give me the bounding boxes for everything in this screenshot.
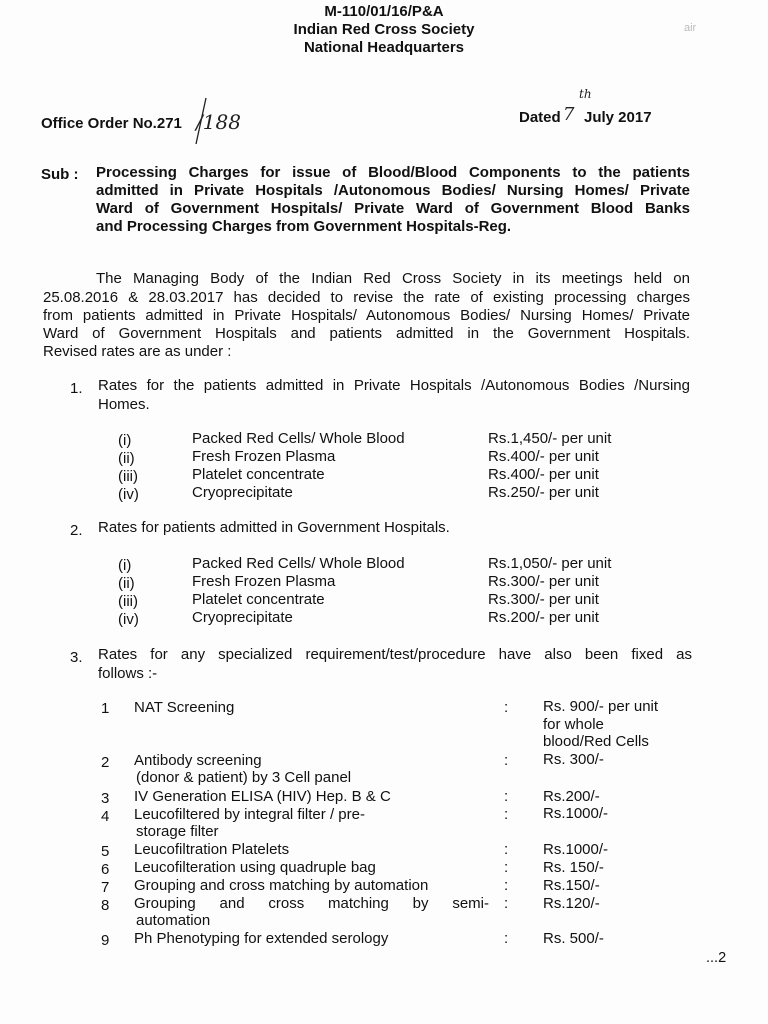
- rate-item-number: (ii): [118, 450, 135, 467]
- test-item-colon: :: [504, 806, 509, 823]
- rate-item-name: Fresh Frozen Plasma: [192, 573, 336, 590]
- rate-item-name: Platelet concentrate: [192, 466, 325, 483]
- rate-item-value: Rs.250/- per unit: [488, 484, 599, 501]
- section-3-title-cont: follows :-: [98, 665, 158, 682]
- handwritten-date-suffix: th: [579, 87, 592, 101]
- test-item-name: Antibody screening: [134, 752, 262, 769]
- section-1-title-cont: Homes.: [98, 396, 150, 413]
- rate-item-number: (iii): [118, 468, 138, 485]
- rate-item-value: Rs.400/- per unit: [488, 448, 599, 465]
- test-item-name-cont: storage filter: [136, 823, 219, 840]
- test-item-colon: :: [504, 859, 509, 876]
- test-item-rate: Rs.120/-: [543, 895, 600, 912]
- intro-line: 25.08.2016 & 28.03.2017 has decided to revise the rate of existing processing charges: [43, 289, 690, 306]
- test-item-rate: Rs. 300/-: [543, 751, 604, 768]
- test-item-colon: :: [504, 752, 509, 769]
- test-item-name: Leucofiltration Platelets: [134, 841, 290, 858]
- rate-item-name: Platelet concentrate: [192, 591, 325, 608]
- rate-item-number: (iii): [118, 593, 138, 610]
- rate-item-value: Rs.1,450/- per unit: [488, 430, 612, 447]
- test-item-number: 3: [101, 790, 110, 807]
- test-item-name: Grouping and cross matching by automation: [134, 877, 429, 894]
- rate-item-name: Packed Red Cells/ Whole Blood: [192, 430, 405, 447]
- rate-item-number: (iv): [118, 486, 139, 503]
- intro-line: Revised rates are as under :: [43, 343, 232, 360]
- test-item-number: 7: [101, 879, 110, 896]
- test-item-colon: :: [504, 699, 509, 716]
- test-item-name-cont: (donor & patient) by 3 Cell panel: [136, 769, 352, 786]
- office-order-number: Office Order No.271: [41, 115, 182, 132]
- test-item-name: Leucofilteration using quadruple bag: [134, 859, 376, 876]
- test-item-name: Leucofiltered by integral filter / pre-: [134, 806, 365, 823]
- corner-mark: air: [684, 22, 697, 34]
- rate-item-value: Rs.300/- per unit: [488, 591, 599, 608]
- intro-line: Ward of Government Hospitals and patients admitted in the Government Hospitals.: [43, 325, 690, 342]
- test-item-number: 5: [101, 843, 110, 860]
- test-item-number: 2: [101, 754, 110, 771]
- test-item-number: 9: [101, 932, 110, 949]
- handwritten-date-day: 7: [563, 104, 575, 125]
- test-item-number: 6: [101, 861, 110, 878]
- section-2-number: 2.: [70, 522, 83, 539]
- rate-item-name: Cryoprecipitate: [192, 484, 293, 501]
- test-item-rate-cont: blood/Red Cells: [543, 733, 649, 750]
- subject-label: Sub :: [41, 166, 79, 183]
- intro-line: The Managing Body of the Indian Red Cross Society in its meetings held on: [96, 270, 690, 287]
- test-item-colon: :: [504, 788, 509, 805]
- section-1-title: Rates for the patients admitted in Private Hospitals /Autonomous Bodies /Nursing: [98, 377, 690, 394]
- test-item-number: 8: [101, 897, 110, 914]
- test-item-rate: Rs.1000/-: [543, 805, 609, 822]
- subject-line: Ward of Government Hospitals/ Private Ward of Government Blood Banks: [96, 200, 690, 217]
- handwritten-order-number: /188: [196, 110, 241, 134]
- rate-item-name: Cryoprecipitate: [192, 609, 293, 626]
- test-item-rate: Rs. 900/- per unit: [543, 698, 659, 715]
- section-2-title: Rates for patients admitted in Government Hospitals.: [98, 519, 450, 536]
- rate-item-value: Rs.300/- per unit: [488, 573, 599, 590]
- rate-item-value: Rs.400/- per unit: [488, 466, 599, 483]
- test-item-name: NAT Screening: [134, 699, 235, 716]
- rate-item-name: Packed Red Cells/ Whole Blood: [192, 555, 405, 572]
- rate-item-number: (iv): [118, 611, 139, 628]
- test-item-colon: :: [504, 841, 509, 858]
- test-item-name: Grouping and cross matching by semi-: [134, 895, 489, 912]
- rate-item-value: Rs.1,050/- per unit: [488, 555, 612, 572]
- test-item-name: Ph Phenotyping for extended serology: [134, 930, 389, 947]
- test-item-number: 4: [101, 808, 110, 825]
- test-item-rate: Rs. 150/-: [543, 859, 604, 876]
- test-item-number: 1: [101, 700, 110, 717]
- test-item-colon: :: [504, 930, 509, 947]
- test-item-colon: :: [504, 877, 509, 894]
- intro-line: from patients admitted in Private Hospitals/ Autonomous Bodies/ Nursing Homes/ Private: [43, 307, 690, 324]
- headquarters-name: National Headquarters: [303, 39, 465, 56]
- dated-month-year: July 2017: [584, 109, 652, 126]
- file-reference: M-110/01/16/P&A: [324, 3, 444, 20]
- section-3-number: 3.: [70, 649, 83, 666]
- handwritten-slash-mark: [190, 96, 212, 148]
- subject-line: admitted in Private Hospitals /Autonomous Bodies/ Nursing Homes/ Private: [96, 182, 690, 199]
- test-item-rate: Rs. 500/-: [543, 930, 604, 947]
- dated-label: Dated: [519, 109, 561, 126]
- test-item-rate-cont: for whole: [543, 716, 604, 733]
- rate-item-number: (ii): [118, 575, 135, 592]
- subject-line: and Processing Charges from Government Hospitals-Reg.: [96, 218, 512, 235]
- test-item-name-cont: automation: [136, 912, 211, 929]
- page-continuation: ...2: [706, 950, 727, 966]
- subject-line: Processing Charges for issue of Blood/Blood Components to the patients: [96, 164, 690, 181]
- organization-name: Indian Red Cross Society: [293, 21, 475, 38]
- rate-item-number: (i): [118, 432, 132, 449]
- test-item-rate: Rs.200/-: [543, 788, 600, 805]
- rate-item-number: (i): [118, 557, 132, 574]
- test-item-colon: :: [504, 895, 509, 912]
- test-item-rate: Rs.1000/-: [543, 841, 609, 858]
- test-item-name: IV Generation ELISA (HIV) Hep. B & C: [134, 788, 391, 805]
- rate-item-value: Rs.200/- per unit: [488, 609, 599, 626]
- section-3-title: Rates for any specialized requirement/test/procedure have also been fixed as: [98, 646, 692, 663]
- rate-item-name: Fresh Frozen Plasma: [192, 448, 336, 465]
- section-1-number: 1.: [70, 380, 83, 397]
- test-item-rate: Rs.150/-: [543, 877, 600, 894]
